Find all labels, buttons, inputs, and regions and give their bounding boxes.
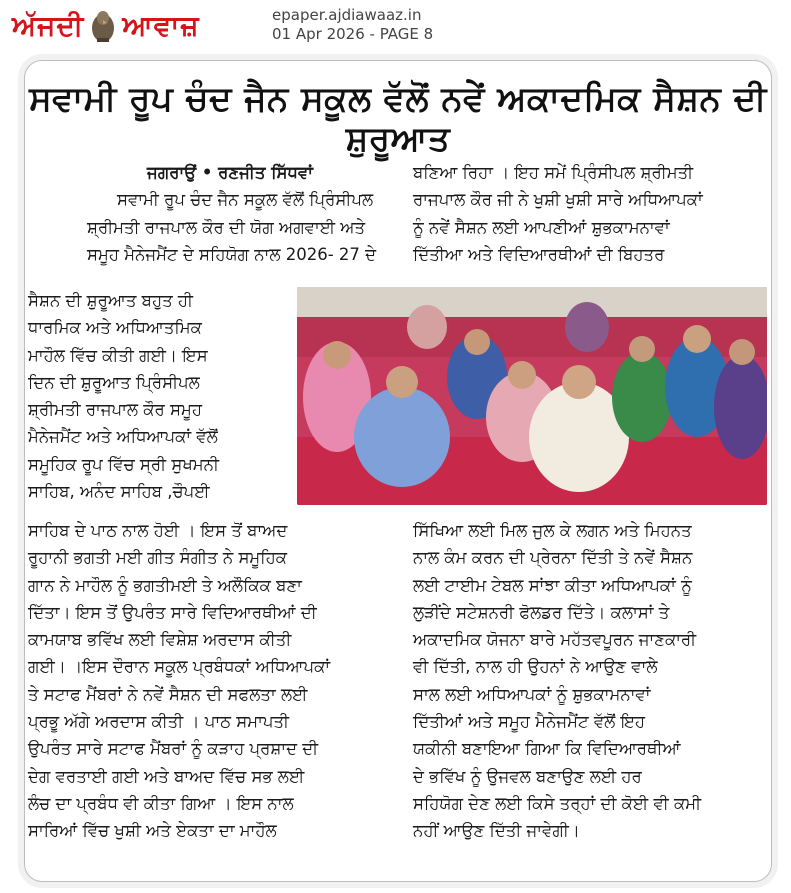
text-line: ਬਣਿਆ ਰਿਹਾ । ਇਹ ਸਮੇਂ ਪ੍ਰਿੰਸੀਪਲ ਸ਼੍ਰੀਮਤੀ <box>413 163 694 182</box>
text-line: ਦਿੱਤੀਆਂ ਅਤੇ ਸਮੂਹ ਮੈਨੇਜਮੈਂਟ ਵੱਲੋਂ ਇਹ <box>413 712 646 732</box>
text-line: ਯਕੀਨੀ ਬਣਾਇਆ ਗਿਆ ਕਿ ਵਿਦਿਆਰਥੀਆਂ <box>413 739 681 759</box>
column-1-side <box>28 287 290 505</box>
article-headline: ਸਵਾਮੀ ਰੂਪ ਚੰਦ ਜੈਨ ਸਕੂਲ ਵੱਲੋਂ ਨਵੇਂ ਅਕਾਦਮਿਕ ਸੈਸ਼ਨ ਦੀ ਸ਼ੁਰੂਆਤ <box>29 79 767 159</box>
text-line: ਦੇਗ ਵਰਤਾਈ ਗਈ ਅਤੇ ਬਾਅਦ ਵਿੱਚ ਸਭ ਲਈ <box>28 766 305 786</box>
text-line: ਦਿੱਤਾ। ਇਸ ਤੋਂ ਉਪਰੰਤ ਸਾਰੇ ਵਿਦਿਆਰਥੀਆਂ ਦੀ <box>28 602 317 622</box>
eagle-emblem-icon <box>88 8 118 44</box>
text-line: ਗਾਨ ਨੇ ਮਾਹੌਲ ਨੂੰ ਭਗਤੀਮਈ ਤੇ ਅਲੌਕਿਕ ਬਣਾ <box>28 575 302 595</box>
logo-text-left: ਅੱਜਦੀ <box>12 9 85 42</box>
text-line: ਮੈਨੇਜਮੈਂਟ ਅਤੇ ਅਧਿਆਪਕਾਂ ਵੱਲੋਂ <box>28 427 218 447</box>
newspaper-logo <box>12 8 200 44</box>
column-2-top <box>413 159 763 268</box>
column-1-top <box>87 159 383 268</box>
column-2-bottom <box>413 517 763 845</box>
article-photo <box>297 287 767 505</box>
text-line: ਰਾਜਪਾਲ ਕੌਰ ਜੀ ਨੇ ਖੁਸ਼ੀ ਖੁਸ਼ੀ ਸਾਰੇ ਅਧਿਆਪਕਾਂ <box>413 190 703 210</box>
text-line: ਨਹੀਂ ਆਉਣ ਦਿੱਤੀ ਜਾਵੇਗੀ। <box>413 821 580 841</box>
text-line: ਸ਼੍ਰੀਮਤੀ ਰਾਜਪਾਲ ਕੌਰ ਸਮੂਹ <box>28 400 203 420</box>
text-line: ਦਿਨ ਦੀ ਸ਼ੁਰੂਆਤ ਪ੍ਰਿੰਸੀਪਲ <box>28 372 200 392</box>
byline: ਜਗਰਾਉਂ • ਰਣਜੀਤ ਸਿੱਧਵਾਂ <box>147 163 313 182</box>
edition-info <box>272 6 433 44</box>
text-line: ਗਈ। ।ਇਸ ਦੌਰਾਨ ਸਕੂਲ ਪ੍ਰਬੰਧਕਾਂ ਅਧਿਆਪਕਾਂ <box>28 657 331 677</box>
masthead <box>0 0 791 58</box>
text-line: ਕਾਮਯਾਬ ਭਵਿੱਖ ਲਈ ਵਿਸ਼ੇਸ਼ ਅਰਦਾਸ ਕੀਤੀ <box>28 630 292 650</box>
text-line: ਸਮੂਹ ਮੈਨੇਜਮੈਂਟ ਦੇ ਸਹਿਯੋਗ ਨਾਲ 2026- 27 ਦੇ <box>87 244 377 264</box>
text-line: ਸ਼੍ਰੀਮਤੀ ਰਾਜਪਾਲ ਕੌਰ ਦੀ ਯੋਗ ਅਗਵਾਈ ਅਤੇ <box>87 217 366 237</box>
text-line: ਲੁੜੀਂਦੇ ਸਟੇਸ਼ਨਰੀ ਫੋਲਡਰ ਦਿੱਤੇ। ਕਲਾਸਾਂ ਤੇ <box>413 602 670 622</box>
text-line: ਲਈ ਟਾਈਮ ਟੇਬਲ ਸਾਂਝਾ ਕੀਤਾ ਅਧਿਆਪਕਾਂ ਨੂੰ <box>413 575 692 595</box>
text-line: ਸਿੱਖਿਆ ਲਈ ਮਿਲ ਜੁਲ ਕੇ ਲਗਨ ਅਤੇ ਮਿਹਨਤ <box>413 521 692 540</box>
text-line: ਨਾਲ ਕੰਮ ਕਰਨ ਦੀ ਪ੍ਰੇਰਨਾ ਦਿੱਤੀ ਤੇ ਨਵੇਂ ਸੈਸ਼ਨ <box>413 548 693 568</box>
text-line: ਰੂਹਾਨੀ ਭਗਤੀ ਮਈ ਗੀਤ ਸੰਗੀਤ ਨੇ ਸਮੂਹਿਕ <box>28 548 287 568</box>
text-line: ਸਾਲ ਲਈ ਅਧਿਆਪਕਾਂ ਨੂੰ ਸ਼ੁਭਕਾਮਨਾਵਾਂ <box>413 684 651 704</box>
text-line: ਦਿੱਤੀਆ ਅਤੇ ਵਿਦਿਆਰਥੀਆਂ ਦੀ ਬਿਹਤਰ <box>413 244 665 264</box>
text-line: ਸਾਹਿਬ ਦੇ ਪਾਠ ਨਾਲ ਹੋਈ । ਇਸ ਤੋਂ ਬਾਅਦ <box>28 521 288 540</box>
site-url[interactable]: epaper.ajdiawaaz.in <box>272 6 422 24</box>
text-line: ਸਮੂਹਿਕ ਰੂਪ ਵਿੱਚ ਸ੍ਰੀ ਸੁਖਮਨੀ <box>28 454 219 474</box>
text-line: ਧਾਰਮਿਕ ਅਤੇ ਅਧਿਆਤਮਿਕ <box>28 318 202 338</box>
text-line: ਸਵਾਮੀ ਰੂਪ ਚੰਦ ਜੈਨ ਸਕੂਲ ਵੱਲੋਂ ਪ੍ਰਿੰਸੀਪਲ <box>117 190 374 210</box>
text-line: ਤੇ ਸਟਾਫ ਮੈਂਬਰਾਂ ਨੇ ਨਵੇਂ ਸੈਸ਼ਨ ਦੀ ਸਫਲਤਾ ਲਈ <box>28 684 308 704</box>
text-line: ਲੰਚ ਦਾ ਪ੍ਰਬੰਧ ਵੀ ਕੀਤਾ ਗਿਆ । ਇਸ ਨਾਲ <box>28 793 294 813</box>
text-line: ਨੂੰ ਨਵੇਂ ਸੈਸ਼ਨ ਲਈ ਆਪਣੀਆਂ ਸ਼ੁਭਕਾਮਨਾਵਾਂ <box>413 217 670 237</box>
text-line: ਪ੍ਰਭੂ ਅੱਗੇ ਅਰਦਾਸ ਕੀਤੀ । ਪਾਠ ਸਮਾਪਤੀ <box>28 712 289 732</box>
text-line: ਸਾਰਿਆਂ ਵਿੱਚ ਖੁਸ਼ੀ ਅਤੇ ਏਕਤਾ ਦਾ ਮਾਹੌਲ <box>28 821 277 841</box>
date-page: 01 Apr 2026 - PAGE 8 <box>272 25 434 43</box>
article-card <box>24 60 772 882</box>
text-line: ਸਾਹਿਬ, ਅਨੰਦ ਸਾਹਿਬ ,ਚੌਪਈ <box>28 482 210 502</box>
text-line: ਮਾਹੌਲ ਵਿੱਚ ਕੀਤੀ ਗਈ। ਇਸ <box>28 345 208 365</box>
column-1-bottom <box>28 517 384 845</box>
text-line: ਵੀ ਦਿੱਤੀ, ਨਾਲ ਹੀ ਉਹਨਾਂ ਨੇ ਆਉਣ ਵਾਲੇ <box>413 657 658 677</box>
text-line: ਅਕਾਦਮਿਕ ਯੋਜਨਾ ਬਾਰੇ ਮਹੱਤਵਪੂਰਨ ਜਾਣਕਾਰੀ <box>413 630 697 650</box>
text-line: ਸਹਿਯੋਗ ਦੇਣ ਲਈ ਕਿਸੇ ਤਰ੍ਹਾਂ ਦੀ ਕੋਈ ਵੀ ਕਮੀ <box>413 793 702 813</box>
text-line: ਉਪਰੰਤ ਸਾਰੇ ਸਟਾਫ ਮੈਂਬਰਾਂ ਨੂੰ ਕੜਾਹ ਪ੍ਰਸ਼ਾਦ ਦੀ <box>28 739 319 759</box>
text-line: ਦੇ ਭਵਿੱਖ ਨੂੰ ਉਜਵਲ ਬਣਾਉਣ ਲਈ ਹਰ <box>413 766 642 786</box>
logo-text-right: ਆਵਾਜ਼ <box>122 9 200 42</box>
text-line: ਸੈਸ਼ਨ ਦੀ ਸ਼ੁਰੂਆਤ ਬਹੁਤ ਹੀ <box>28 291 193 310</box>
